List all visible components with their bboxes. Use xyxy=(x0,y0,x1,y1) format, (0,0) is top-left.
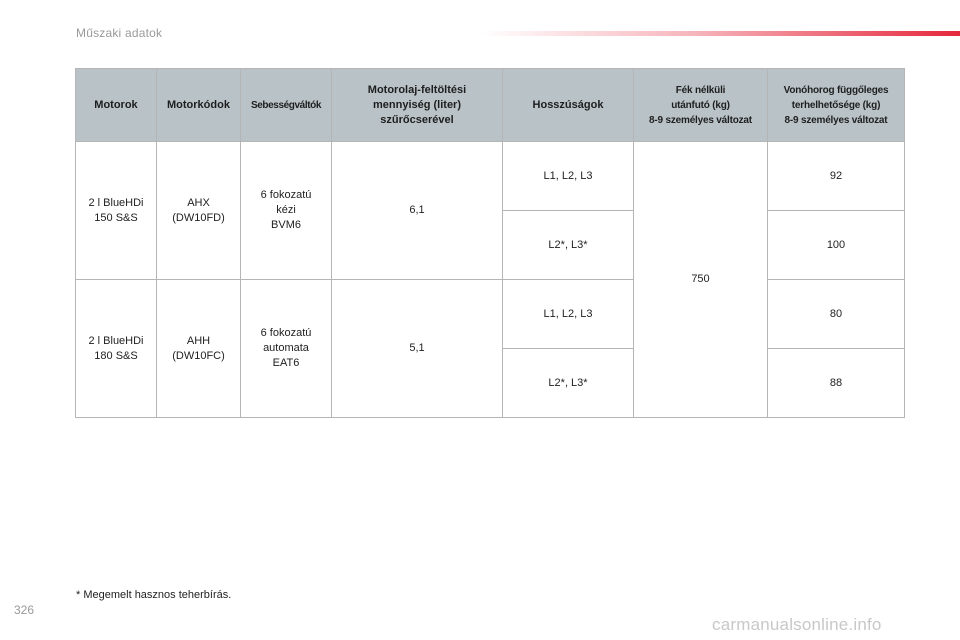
header-oil-capacity: Motorolaj-feltöltési mennyiség (liter) szűrőcserével xyxy=(332,69,503,142)
table-row xyxy=(76,280,905,349)
footnote: * Megemelt hasznos teherbírás. xyxy=(76,589,232,601)
length-cell: L2*, L3* xyxy=(503,349,634,418)
engine-code-cell: AHH (DW10FC) xyxy=(157,280,241,418)
towbar-load-cell: 88 xyxy=(768,349,905,418)
table-header-row xyxy=(76,69,905,142)
header-lengths: Hosszúságok xyxy=(503,69,634,142)
header-unbraked-trailer: Fék nélküli utánfutó (kg) 8-9 személyes változat xyxy=(634,69,768,142)
page-section-title: Műszaki adatok xyxy=(76,26,163,40)
header-gearboxes: Sebességváltók xyxy=(241,69,332,142)
oil-capacity-cell: 6,1 xyxy=(332,142,503,280)
oil-capacity-cell: 5,1 xyxy=(332,280,503,418)
header-towbar-load: Vonóhorog függőleges terhelhetősége (kg) 8-9 személyes változat xyxy=(768,69,905,142)
header-engines: Motorok xyxy=(76,69,157,142)
unbraked-trailer-cell: 750 xyxy=(634,142,768,418)
watermark-link[interactable]: carmanualsonline.info xyxy=(712,615,882,634)
engine-spec-table xyxy=(75,68,905,418)
length-cell: L1, L2, L3 xyxy=(503,280,634,349)
towbar-load-cell: 80 xyxy=(768,280,905,349)
header-accent-bar xyxy=(480,31,960,36)
gearbox-cell: 6 fokozatú automata EAT6 xyxy=(241,280,332,418)
towbar-load-cell: 92 xyxy=(768,142,905,211)
table-row xyxy=(76,142,905,211)
gearbox-cell: 6 fokozatú kézi BVM6 xyxy=(241,142,332,280)
header-engine-codes: Motorkódok xyxy=(157,69,241,142)
engine-code-cell: AHX (DW10FD) xyxy=(157,142,241,280)
length-cell: L2*, L3* xyxy=(503,211,634,280)
engine-cell: 2 l BlueHDi 180 S&S xyxy=(76,280,157,418)
towbar-load-cell: 100 xyxy=(768,211,905,280)
engine-cell: 2 l BlueHDi 150 S&S xyxy=(76,142,157,280)
page-number: 326 xyxy=(14,603,35,617)
length-cell: L1, L2, L3 xyxy=(503,142,634,211)
